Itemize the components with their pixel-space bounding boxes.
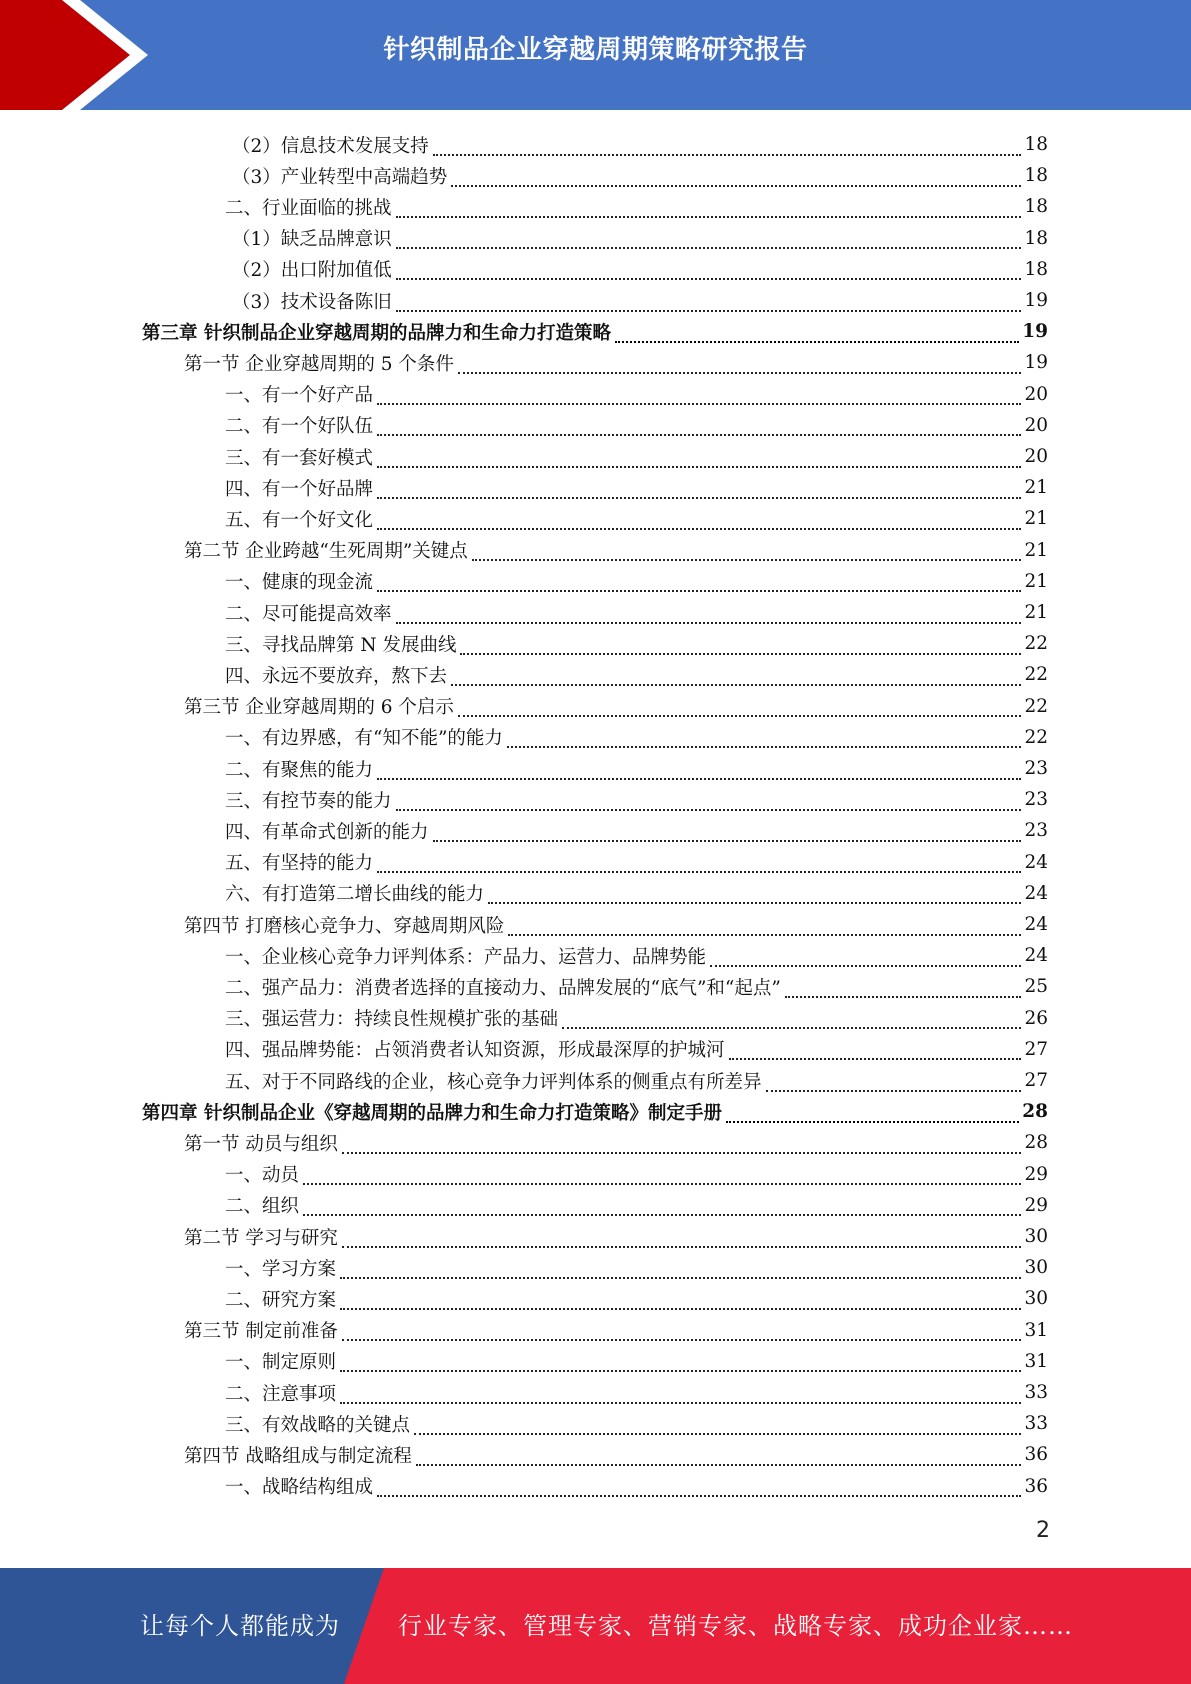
toc-entry-title: 一、动员 — [225, 1165, 300, 1187]
toc-chapter-entry[interactable] — [142, 1096, 1048, 1127]
toc-entry-title: 第四章 针织制品企业《穿越周期的品牌力和生命力打造策略》制定手册 — [142, 1102, 722, 1124]
toc-entry-page: 20 — [1024, 383, 1048, 405]
toc-entry-page: 18 — [1024, 134, 1048, 155]
toc-entry[interactable] — [225, 722, 1048, 753]
toc-section-entry[interactable] — [184, 347, 1048, 378]
toc-entry-title: 二、有一个好队伍 — [225, 416, 374, 438]
toc-entry-page: 20 — [1024, 414, 1048, 436]
toc-entry-page: 21 — [1024, 539, 1048, 561]
toc-dot-leader — [396, 256, 1022, 280]
toc-entry[interactable] — [225, 628, 1048, 659]
toc-section-entry[interactable] — [184, 1439, 1048, 1470]
toc-dot-leader — [377, 756, 1021, 780]
toc-entry[interactable] — [225, 1034, 1048, 1065]
toc-entry-page: 19 — [1022, 321, 1048, 343]
toc-entry-title: 一、企业核心竞争力评判体系：产品力、运营力、品牌势能 — [225, 946, 707, 968]
toc-entry-title: 五、对于不同路线的企业，核心竞争力评判体系的侧重点有所差异 — [225, 1071, 762, 1093]
toc-dot-leader — [396, 600, 1022, 624]
toc-entry-page: 19 — [1024, 352, 1048, 374]
toc-dot-leader — [451, 662, 1021, 686]
toc-entry-title: 三、寻找品牌第 N 发展曲线 — [225, 634, 457, 656]
toc-entry-title: 一、健康的现金流 — [225, 572, 374, 594]
toc-entry-page: 21 — [1024, 570, 1048, 592]
toc-entry-page: 30 — [1024, 1226, 1048, 1247]
toc-entry-page: 33 — [1024, 1382, 1048, 1403]
toc-dot-leader — [340, 1380, 1021, 1404]
toc-dot-leader — [303, 1192, 1021, 1216]
toc-entry-title: 四、强品牌势能：占领消费者认知资源，形成最深厚的护城河 — [225, 1040, 725, 1062]
toc-entry-page: 22 — [1024, 664, 1048, 686]
toc-dot-leader — [458, 693, 1022, 717]
toc-dot-leader — [396, 194, 1022, 218]
toc-entry-page: 23 — [1024, 789, 1048, 811]
toc-entry[interactable] — [225, 940, 1048, 971]
toc-section-entry[interactable] — [184, 1315, 1048, 1346]
toc-entry-page: 22 — [1024, 726, 1048, 748]
toc-entry[interactable] — [225, 815, 1048, 846]
toc-entry[interactable] — [225, 1065, 1048, 1096]
toc-entry-title: （3）技术设备陈旧 — [232, 291, 392, 313]
toc-entry-page: 24 — [1024, 882, 1048, 904]
page-number: 2 — [1036, 1518, 1050, 1543]
toc-entry-title: 四、永远不要放弃，熬下去 — [225, 665, 448, 687]
toc-entry-title: 第二节 学习与研究 — [184, 1227, 338, 1249]
toc-entry[interactable] — [225, 441, 1048, 472]
toc-entry-page: 33 — [1024, 1413, 1048, 1435]
toc-dot-leader — [377, 412, 1021, 436]
toc-entry-title: 五、有一个好文化 — [225, 509, 374, 531]
toc-entry[interactable] — [225, 1408, 1048, 1439]
toc-entry-title: 二、组织 — [225, 1196, 300, 1218]
toc-entry-page: 30 — [1024, 1257, 1048, 1279]
toc-dot-leader — [342, 1224, 1022, 1248]
toc-entry-title: 第一节 企业穿越周期的 5 个条件 — [184, 353, 454, 375]
toc-dot-leader — [396, 787, 1022, 811]
toc-entry-title: 一、有边界感，有“知不能”的能力 — [225, 728, 503, 750]
toc-entry-title: （1）缺乏品牌意识 — [232, 229, 392, 251]
toc-entry-page: 22 — [1024, 633, 1048, 655]
toc-entry[interactable] — [232, 254, 1048, 285]
toc-entry[interactable] — [225, 1252, 1048, 1283]
toc-section-entry[interactable] — [184, 1221, 1048, 1252]
toc-entry-title: 第三节 企业穿越周期的 6 个启示 — [184, 697, 454, 719]
toc-entry-title: 第一节 动员与组织 — [184, 1133, 338, 1155]
toc-entry-page: 29 — [1024, 1194, 1048, 1216]
toc-section-entry[interactable] — [184, 691, 1048, 722]
toc-entry[interactable] — [225, 1190, 1048, 1221]
toc-section-entry[interactable] — [184, 535, 1048, 566]
toc-dot-leader — [488, 880, 1021, 904]
toc-entry-page: 30 — [1024, 1288, 1048, 1310]
toc-entry-title: 二、研究方案 — [225, 1289, 337, 1311]
toc-dot-leader — [396, 288, 1022, 312]
toc-entry-title: 二、注意事项 — [225, 1383, 337, 1405]
report-title: 针织制品企业穿越周期策略研究报告 — [383, 35, 808, 65]
toc-dot-leader — [342, 1317, 1022, 1341]
toc-entry-title: 六、有打造第二增长曲线的能力 — [225, 884, 485, 906]
toc-entry-title: 第四节 打磨核心竞争力、穿越周期风险 — [184, 915, 505, 937]
toc-dot-leader — [377, 475, 1021, 499]
toc-entry[interactable] — [225, 1471, 1048, 1502]
toc-entry-page: 23 — [1024, 758, 1048, 779]
toc-entry[interactable] — [225, 659, 1048, 690]
toc-entry-page: 24 — [1024, 914, 1048, 935]
toc-dot-leader — [562, 1005, 1021, 1029]
toc-entry-page: 24 — [1024, 851, 1048, 873]
toc-dot-leader — [340, 1348, 1021, 1372]
toc-section-entry[interactable] — [184, 909, 1048, 940]
toc-entry[interactable] — [225, 597, 1048, 628]
toc-entry-page: 27 — [1024, 1038, 1048, 1060]
toc-entry[interactable] — [225, 1346, 1048, 1377]
toc-entry[interactable] — [225, 191, 1048, 222]
toc-entry-page: 18 — [1024, 227, 1048, 249]
toc-dot-leader — [508, 912, 1021, 936]
toc-dot-leader — [615, 319, 1019, 343]
toc-entry[interactable] — [225, 503, 1048, 534]
toc-entry-page: 36 — [1024, 1475, 1048, 1497]
toc-entry[interactable] — [225, 753, 1048, 784]
toc-entry-title: 第三节 制定前准备 — [184, 1321, 338, 1343]
toc-entry-title: 三、有效战略的关键点 — [225, 1414, 411, 1436]
toc-dot-leader — [396, 225, 1022, 249]
toc-entry-page: 18 — [1024, 165, 1048, 187]
toc-entry-title: （2）出口附加值低 — [232, 260, 392, 282]
toc-dot-leader — [342, 1130, 1022, 1154]
toc-entry-page: 21 — [1024, 508, 1048, 530]
toc-dot-leader — [472, 537, 1022, 561]
toc-entry-page: 22 — [1024, 695, 1048, 717]
toc-entry-title: 第二节 企业跨越“生死周期”关键点 — [184, 541, 468, 563]
toc-dot-leader — [416, 1442, 1022, 1466]
toc-dot-leader — [451, 163, 1021, 187]
toc-entry-page: 28 — [1024, 1132, 1048, 1154]
toc-entry-page: 20 — [1024, 446, 1048, 467]
toc-dot-leader — [458, 350, 1022, 374]
toc-dot-leader — [377, 568, 1021, 592]
toc-dot-leader — [303, 1161, 1021, 1185]
toc-dot-leader — [785, 974, 1022, 998]
toc-entry-page: 23 — [1024, 820, 1048, 842]
toc-entry-title: 一、制定原则 — [225, 1352, 337, 1374]
toc-dot-leader — [433, 132, 1022, 156]
toc-entry[interactable] — [232, 129, 1048, 160]
toc-dot-leader — [729, 1036, 1022, 1060]
toc-entry-title: 二、有聚焦的能力 — [225, 759, 374, 781]
toc-entry-title: （2）信息技术发展支持 — [232, 135, 429, 157]
toc-dot-leader — [507, 724, 1022, 748]
toc-entry[interactable] — [225, 410, 1048, 441]
toc-entry-page: 31 — [1024, 1319, 1048, 1341]
toc-entry-title: 四、有革命式创新的能力 — [225, 821, 429, 843]
toc-dot-leader — [340, 1255, 1021, 1279]
toc-dot-leader — [414, 1411, 1021, 1435]
toc-dot-leader — [340, 1286, 1021, 1310]
toc-entry-title: 三、有一套好模式 — [225, 447, 374, 469]
toc-entry-title: 五、有坚持的能力 — [225, 853, 374, 875]
toc-entry-title: 三、有控节奏的能力 — [225, 790, 392, 812]
toc-entry[interactable] — [225, 472, 1048, 503]
toc-entry-page: 26 — [1024, 1007, 1048, 1029]
toc-entry[interactable] — [225, 1159, 1048, 1190]
toc-entry[interactable] — [232, 285, 1048, 316]
toc-entry-page: 24 — [1024, 945, 1048, 967]
toc-entry-title: 一、有一个好产品 — [225, 385, 374, 407]
toc-entry-title: 二、尽可能提高效率 — [225, 603, 392, 625]
toc-entry[interactable] — [225, 784, 1048, 815]
toc-entry-title: 一、学习方案 — [225, 1258, 337, 1280]
page-header — [0, 0, 1191, 110]
toc-entry-title: 二、行业面临的挑战 — [225, 197, 392, 219]
toc-dot-leader — [433, 818, 1022, 842]
toc-entry-title: 一、战略结构组成 — [225, 1477, 374, 1499]
page-footer — [0, 1568, 1191, 1684]
toc-entry-page: 18 — [1024, 258, 1048, 280]
toc-dot-leader — [377, 1473, 1021, 1497]
toc-dot-leader — [766, 1068, 1022, 1092]
toc-entry-page: 19 — [1024, 290, 1048, 311]
toc-entry[interactable] — [225, 379, 1048, 410]
toc-entry-page: 29 — [1024, 1163, 1048, 1185]
toc-entry-page: 27 — [1024, 1070, 1048, 1091]
toc-entry-page: 18 — [1024, 196, 1048, 218]
toc-entry[interactable] — [225, 971, 1048, 1002]
footer-slogan-right: 行业专家、管理专家、营销专家、战略专家、成功企业家…… — [398, 1612, 1073, 1640]
toc-dot-leader — [377, 506, 1021, 530]
toc-entry-page: 21 — [1024, 477, 1048, 499]
toc-entry-title: （3）产业转型中高端趋势 — [232, 166, 448, 188]
toc-entry-title: 三、强运营力：持续良性规模扩张的基础 — [225, 1009, 559, 1031]
toc-section-entry[interactable] — [184, 1127, 1048, 1158]
toc-entry[interactable] — [232, 223, 1048, 254]
toc-entry[interactable] — [225, 1377, 1048, 1408]
toc-entry[interactable] — [225, 847, 1048, 878]
toc-dot-leader — [726, 1099, 1019, 1123]
toc-dot-leader — [377, 849, 1021, 873]
toc-dot-leader — [377, 444, 1021, 468]
toc-entry-title: 四、有一个好品牌 — [225, 478, 374, 500]
toc-entry-page: 28 — [1022, 1101, 1048, 1123]
toc-entry[interactable] — [225, 566, 1048, 597]
toc-entry-title: 第三章 针织制品企业穿越周期的品牌力和生命力打造策略 — [142, 322, 611, 344]
toc-entry[interactable] — [225, 1283, 1048, 1314]
toc-entry-page: 21 — [1024, 602, 1048, 623]
toc-entry-page: 25 — [1024, 976, 1048, 998]
toc-entry[interactable] — [225, 878, 1048, 909]
toc-entry[interactable] — [232, 160, 1048, 191]
toc-entry-title: 二、强产品力：消费者选择的直接动力、品牌发展的“底气”和“起点” — [225, 977, 781, 999]
toc-dot-leader — [710, 943, 1021, 967]
toc-dot-leader — [377, 381, 1021, 405]
toc-entry-page: 31 — [1024, 1350, 1048, 1372]
toc-entry-page: 36 — [1024, 1444, 1048, 1466]
toc-dot-leader — [460, 631, 1021, 655]
toc-entry[interactable] — [225, 1003, 1048, 1034]
footer-slogan-left: 让每个人都能成为 — [140, 1612, 340, 1640]
toc-chapter-entry[interactable] — [142, 316, 1048, 347]
toc-entry-title: 第四节 战略组成与制定流程 — [184, 1445, 412, 1467]
